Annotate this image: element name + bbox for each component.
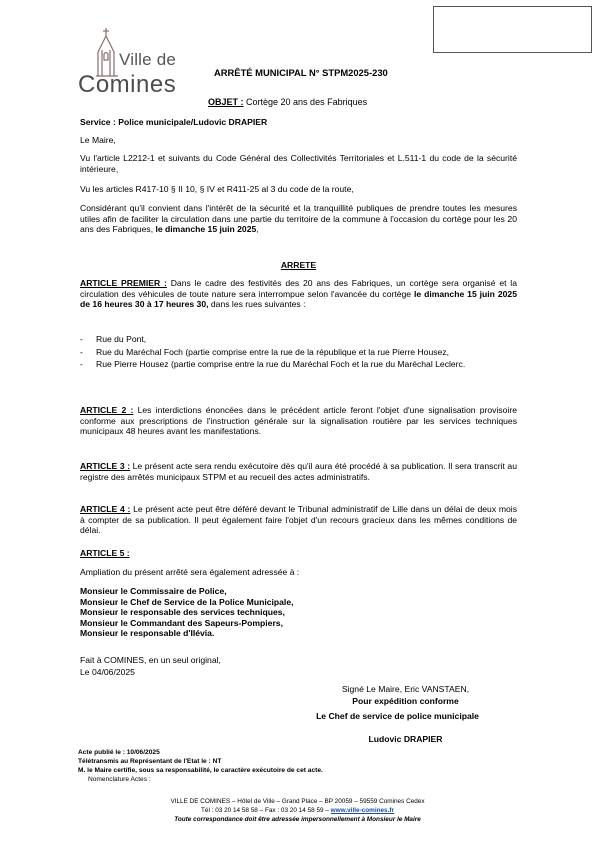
service-line: Service : Police municipale/Ludovic DRAPIER [80, 117, 268, 127]
footer [0, 797, 595, 824]
article-1-end: dans les rues suivantes : [208, 299, 306, 310]
list-item: - Rue du Pont, [80, 334, 147, 344]
article-2-label: ARTICLE 2 : [80, 405, 134, 415]
recipient-2: Monsieur le Chef de Service de la Police Municipale, [80, 596, 294, 607]
recipient-3: Monsieur le responsable des services techniques, [80, 607, 285, 618]
article-5 [80, 548, 517, 559]
article-4 [80, 504, 517, 536]
considerant-text: Considérant qu'il convient dans l'intérêt de la sécurité et la tranquillité publiques de prendre toutes les mesures utiles afin de faciliter la circulation dans une partie du territoire de la commune à l'occasion du cortège pour les 20 ans des Fabriques, [80, 203, 517, 235]
objet-text: Cortège 20 ans des Fabriques [243, 97, 368, 107]
stamp-box [433, 6, 592, 53]
nomenclature: Nomenclature Actes : [88, 776, 151, 783]
date-line: Le 04/06/2025 [80, 667, 135, 677]
ampliation: Ampliation du présent arrêté sera également adressée à : [80, 567, 300, 577]
signature-line-1: Signé Le Maire, Eric VANSTAEN, [341, 684, 470, 694]
article-1-label: ARTICLE PREMIER : [80, 278, 167, 288]
city-logo [78, 28, 196, 108]
maire-line: Le Maire, [80, 135, 116, 145]
signature-line-3: Le Chef de service de police municipale [316, 711, 479, 721]
signature-line-2: Pour expédition conforme [352, 696, 459, 706]
article-2 [80, 405, 517, 437]
article-1-text: Dans le cadre des festivités des 20 ans des Fabriques, un cortège sera organisé et la circulation des véhicules de toute nature sera interrompue selon l'avancée du cortège [80, 278, 517, 299]
article-1-date: le dimanche 15 juin 2025 de 16 heures 30 à 17 heures 30, [80, 288, 517, 310]
logo-comines: Comines [78, 71, 177, 98]
fait-line: Fait à COMINES, en un seul original, [80, 655, 221, 665]
considerant-date: le dimanche 15 juin 2025 [155, 224, 257, 235]
publication-date: Acte publié le : 10/06/2025 [78, 749, 160, 756]
recipient-list [80, 586, 517, 639]
footer-address: VILLE DE COMINES – Hôtel de Ville – Grand Place – BP 20059 – 59559 Comines Cedex [170, 798, 425, 805]
publication-block [78, 748, 323, 784]
objet-label: OBJET : [208, 97, 244, 107]
article-2-text: Les interdictions énoncées dans le précédent article feront l'objet d'une signalisation provisoire conforme aux prescriptions de l'instruction générale sur la signalisation routière par les services techniques municipaux 48 heures avant les manifestations. [80, 405, 517, 437]
street-1: Rue du Pont, [96, 334, 147, 344]
signature-line-4: Ludovic DRAPIER [368, 734, 443, 744]
considerant [80, 203, 517, 235]
article-4-text: Le présent acte peut être déféré devant le Tribunal administratif de Lille dans un délai de deux mois à compter de sa publication. Il peut également faire l'objet d'un recours gracieux dans les mêmes conditions de délai. [80, 504, 518, 536]
footer-contact [0, 806, 595, 815]
recipient-5: Monsieur le responsable d'Ilévia. [80, 628, 215, 639]
vu-article-1: Vu l'article L2212-1 et suivants du Code Général des Collectivités Territoriales et L.511-1 du code de la sécurité intérieure, [80, 153, 517, 174]
teletransmission: Télétransmis au Représentant de l'Etat le : NT [78, 758, 222, 765]
recipient-1: Monsieur le Commissaire de Police, [80, 586, 227, 596]
article-3-text: Le présent acte sera rendu exécutoire dès qu'il aura été procédé à sa publication. Il sera transcrit au registre des arrêtés municipaux STPM et au recueil des actes administratifs. [80, 461, 517, 482]
website-link[interactable]: www.ville-comines.fr [330, 807, 395, 814]
street-2: Rue du Maréchal Foch (partie comprise entre la rue de la république et la rue Pierre Housez, [96, 346, 450, 357]
street-3: Rue Pierre Housez (partie comprise entre la rue du Maréchal Foch et la rue du Maréchal Leclerc. [96, 359, 466, 370]
recipient-4: Monsieur le Commandant des Sapeurs-Pompiers, [80, 617, 283, 628]
list-item: - Rue du Maréchal Foch (partie comprise entre la rue de la république et la rue Pierre Housez, [80, 346, 450, 357]
logo-ville: Ville de [119, 50, 177, 69]
article-3 [80, 461, 517, 482]
objet-line [208, 97, 367, 108]
vu-article-2: Vu les articles R417-10 § II 10, § IV et R411-25 al 3 du code de la route, [80, 184, 354, 194]
list-item: - Rue Pierre Housez (partie comprise entre la rue du Maréchal Foch et la rue du Maréchal Leclerc. [80, 359, 466, 370]
article-5-label: ARTICLE 5 : [80, 548, 130, 558]
article-4-label: ARTICLE 4 : [80, 504, 131, 514]
page-title: ARRÊTÉ MUNICIPAL N° STPM2025-230 [214, 67, 388, 78]
article-3-label: ARTICLE 3 : [80, 461, 131, 471]
footer-phone: Tél : 03 20 14 58 58 – Fax : 03 20 14 58 59 – [200, 807, 331, 814]
footer-note: Toute correspondance doit être adressée impersonnellement à Monsieur le Maire [174, 816, 421, 823]
considerant-end: , [256, 224, 259, 235]
article-1 [80, 278, 517, 310]
certification: M. le Maire certifie, sous sa responsabilité, le caractère exécutoire de cet acte. [78, 767, 323, 774]
street-list [80, 334, 517, 370]
arrete-heading: ARRETE [280, 260, 317, 270]
